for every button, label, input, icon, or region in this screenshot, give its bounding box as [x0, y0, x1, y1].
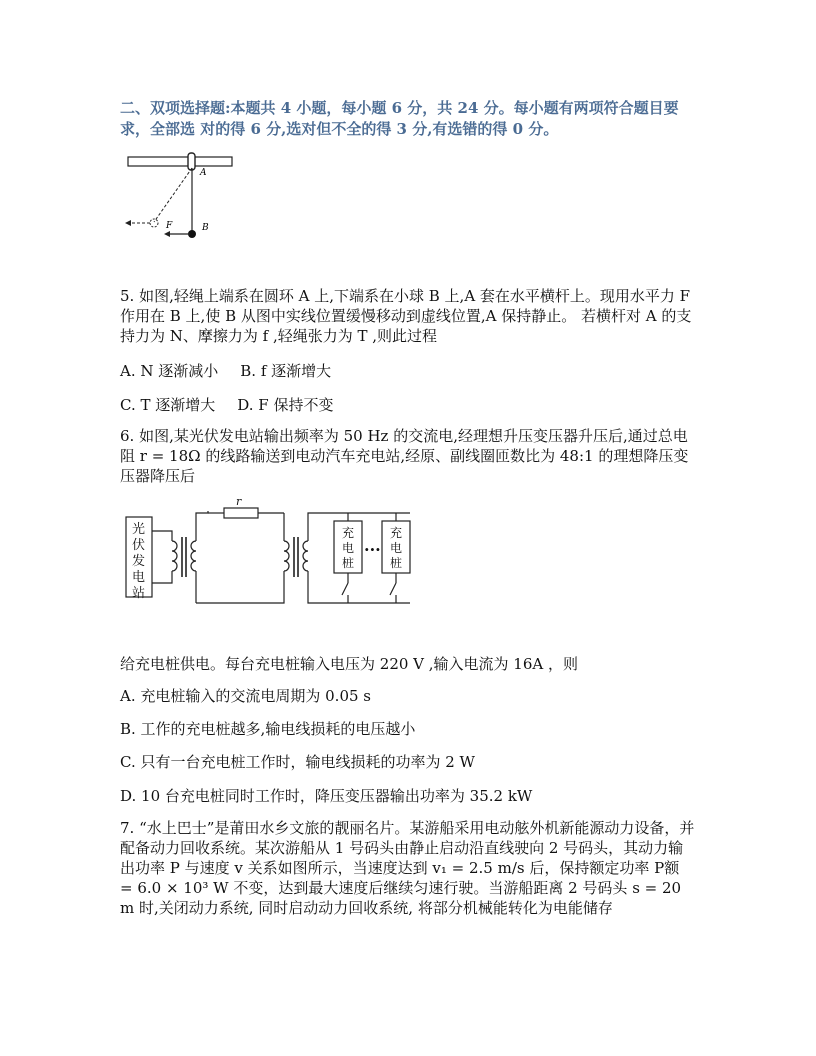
q5-figure	[120, 150, 240, 242]
q6-continuation: 给充电桩供电。每台充电桩输入电压为 220 V ,输入电流为 16A ，则	[120, 655, 578, 673]
stepup-primary-coil	[172, 541, 177, 571]
pile1-char-0: 充	[342, 526, 355, 540]
q6-option-d: D. 10 台充电桩同时工作时，降压变压器输出功率为 35.2 kW	[120, 787, 533, 805]
ring-a	[188, 153, 195, 170]
pv-char-4: 站	[132, 586, 146, 601]
label-a: A	[200, 168, 207, 178]
q6-option-b: B. 工作的充电桩越多,输电线损耗的电压越小	[120, 720, 416, 738]
line-resistor	[224, 508, 258, 518]
q5-option-b: B. f 逐渐增大	[240, 362, 332, 380]
switch-1	[342, 583, 348, 595]
pile2-char-1: 电	[390, 541, 403, 555]
q5-options-row1	[120, 361, 331, 381]
resistor-label: r	[236, 495, 242, 508]
ball-dashed	[150, 219, 158, 227]
q6-circuit-diagram	[120, 495, 420, 605]
pv-char-0: 光	[132, 522, 146, 537]
q5-option-c: C. T 逐渐增大	[120, 396, 216, 414]
q5-option-a: A. N 逐渐减小	[120, 362, 219, 380]
q7-stem: 7. “水上巴士”是莆田水乡文旅的靓丽名片。某游船采用电动舷外机新能源动力设备，并配备动力回收系统。某次游船从 1 号码头由静止启动沿直线驶向 2 号码头，其动力输出功率 P 与速度 v 关系如图所示，当速度达到 v₁ = 2.5 m/s 后，保持额定功率 P额 = 6.0 × 10³ W 不变，达到最大速度后继续匀速行驶。当游船距离 2 号码头 s = 20 m 时,关闭动力系统, 同时启动动力回收系统, 将部分机械能转化为电能储存	[120, 819, 695, 917]
q5-stem: 5. 如图,轻绳上端系在圆环 A 上,下端系在小球 B 上,A 套在水平横杆上。现用水平力 F 作用在 B 上,使 B 从图中实线位置缓慢移动到虚线位置,A 保持静止。 若横杆对 A 的支持力为 N、摩擦力为 f ,轻绳张力为 T ,则此过程	[120, 287, 692, 345]
pv-char-2: 发	[132, 554, 146, 569]
stepup-secondary-coil	[191, 541, 196, 571]
stepdown-secondary-coil	[303, 541, 308, 571]
label-f: F	[166, 221, 173, 231]
pv-char-1: 伏	[132, 538, 146, 553]
q5-option-d: D. F 保持不变	[237, 396, 334, 414]
q6-stem: 6. 如图,某光伏发电站输出频率为 50 Hz 的交流电,经理想升压变压器升压后,通过总电阻 r = 18Ω 的线路输送到电动汽车充电站,经原、副线圈匝数比为 48:1 的理想降压变压器降压后	[120, 427, 689, 485]
q5-options-row2	[120, 395, 333, 415]
stepdown-primary-coil	[284, 541, 289, 571]
rope-dashed	[154, 168, 192, 222]
pile1-char-1: 电	[342, 541, 355, 555]
pile2-char-2: 桩	[390, 556, 403, 570]
pv-char-3: 电	[132, 570, 146, 585]
pile-dots: ···	[364, 540, 381, 559]
q6-option-a: A. 充电桩输入的交流电周期为 0.05 s	[120, 687, 372, 705]
label-b: B	[202, 223, 209, 233]
q6-option-c: C. 只有一台充电桩工作时，输电线损耗的功率为 2 W	[120, 753, 475, 771]
switch-2	[390, 583, 396, 595]
pile2-char-0: 充	[390, 526, 403, 540]
pile1-char-2: 桩	[342, 556, 355, 570]
section-header: 二、双项选择题:本题共 4 小题，每小题 6 分，共 24 分。每小题有两项符合题目要求，全部选 对的得 6 分,选对但不全的得 3 分,有选错的得 0 分。	[120, 99, 679, 138]
horizontal-rod	[128, 157, 232, 166]
